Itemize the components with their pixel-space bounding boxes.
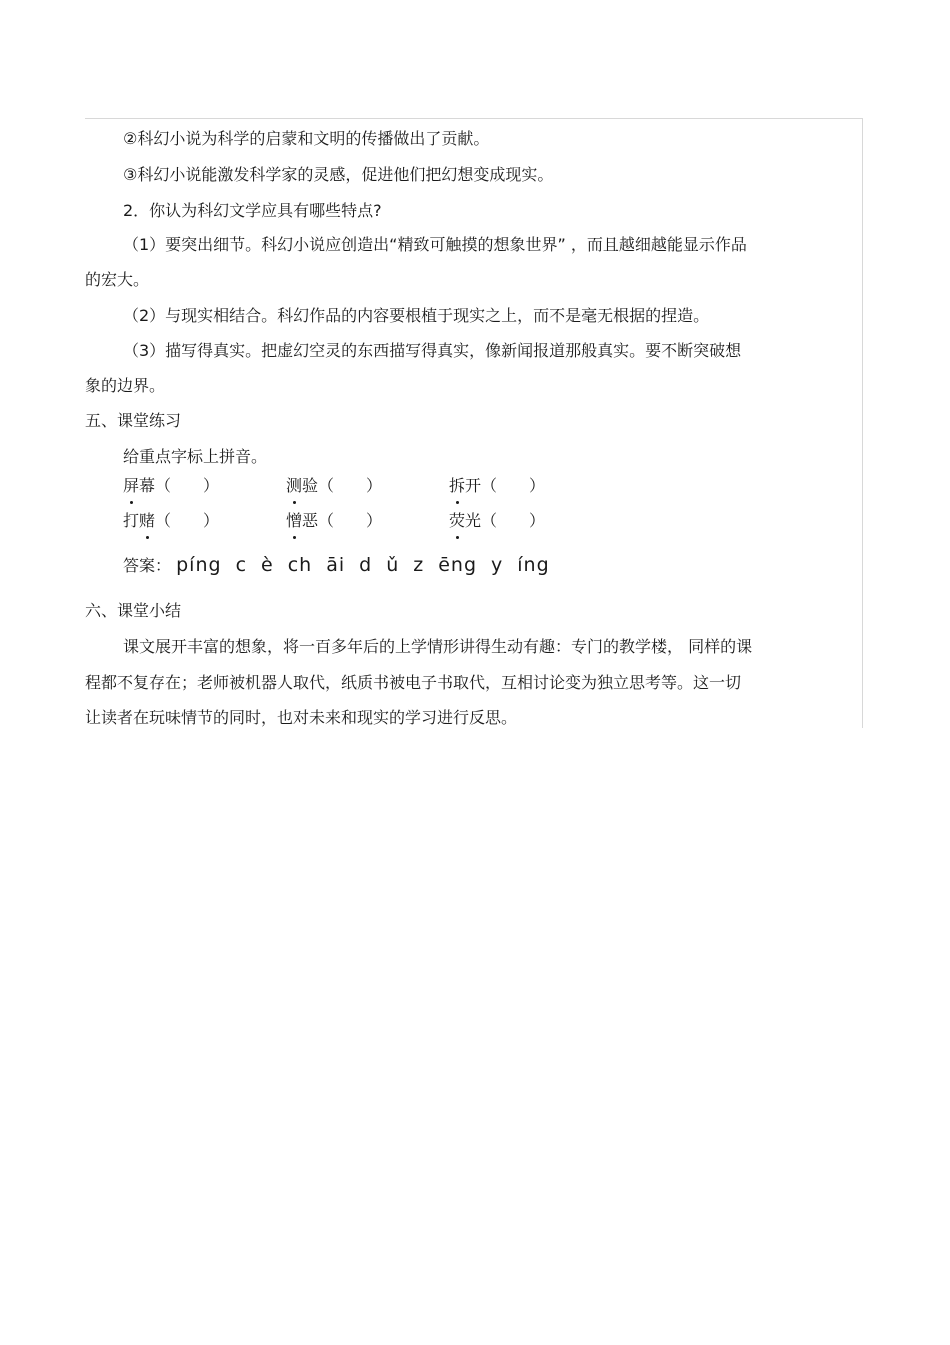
answer-blank: （ ） (155, 511, 220, 530)
summary-line: 课文展开丰富的想象，将一百多年后的上学情形讲得生动有趣：专门的教学楼， 同样的课 (123, 637, 753, 656)
exercise-item (449, 510, 545, 532)
dotted-character: 拆 (449, 476, 466, 495)
section-heading-summary: 六、课堂小结 (85, 601, 182, 620)
character: 打 (123, 511, 140, 530)
pinyin-part: ēng (438, 554, 478, 576)
paragraph-line: ②科幻小说为科学的启蒙和文明的传播做出了贡献。 (123, 129, 490, 148)
pinyin-part: d (359, 554, 373, 576)
pinyin-part: āi (326, 554, 346, 576)
pinyin-part: c (235, 554, 248, 576)
exercise-item (286, 510, 382, 532)
character: 开 (465, 476, 482, 495)
dotted-character: 荧 (449, 511, 466, 530)
answer-point-1: （1）要突出细节。科幻小说应创造出“精致可触摸的想象世界” ，而且越细越能显示作品 (123, 235, 747, 254)
exercise-item (123, 510, 219, 532)
answer-point-3-cont: 象的边界。 (85, 376, 166, 395)
exercise-item (286, 475, 382, 497)
dotted-character: 憎 (286, 511, 303, 530)
answer-point-2: （2）与现实相结合。科幻作品的内容要根植于现实之上，而不是毫无根据的捏造。 (123, 306, 710, 325)
character: 恶 (302, 511, 319, 530)
exercise-item (123, 475, 219, 497)
summary-line: 程都不复存在；老师被机器人取代，纸质书被电子书取代，互相讨论变为独立思考等。这一切 (85, 673, 742, 692)
pinyin-part: píng (176, 554, 222, 576)
pinyin-part: z (413, 554, 425, 576)
answer-blank: （ ） (155, 476, 220, 495)
pinyin-part: y (491, 554, 504, 576)
dotted-character: 屏 (123, 476, 140, 495)
practice-instruction: 给重点字标上拼音。 (123, 447, 268, 466)
answer-point-3: （3）描写得真实。把虚幻空灵的东西描写得真实，像新闻报道那般真实。要不断突破想 (123, 341, 742, 360)
section-heading-practice: 五、课堂练习 (85, 411, 182, 430)
dotted-character: 测 (286, 476, 303, 495)
summary-line: 让读者在玩味情节的同时，也对未来和现实的学习进行反思。 (85, 708, 518, 727)
answer-blank: （ ） (481, 511, 546, 530)
exercise-item (449, 475, 545, 497)
answer-blank: （ ） (318, 511, 383, 530)
answer-line (123, 554, 564, 577)
answer-pinyin (176, 554, 564, 576)
answer-label: 答案： (123, 556, 172, 575)
answer-blank: （ ） (481, 476, 546, 495)
answer-blank: （ ） (318, 476, 383, 495)
pinyin-part: ǔ (386, 554, 400, 576)
dotted-character: 赌 (139, 511, 156, 530)
question-2: 2．你认为科幻文学应具有哪些特点? (123, 201, 382, 220)
pinyin-part: íng (517, 554, 550, 576)
answer-point-1-cont: 的宏大。 (85, 270, 150, 289)
character: 幕 (139, 476, 156, 495)
character: 光 (465, 511, 482, 530)
paragraph-line: ③科幻小说能激发科学家的灵感，促进他们把幻想变成现实。 (123, 165, 554, 184)
pinyin-part: ch (287, 554, 313, 576)
character: 验 (302, 476, 319, 495)
pinyin-part: è (261, 554, 274, 576)
